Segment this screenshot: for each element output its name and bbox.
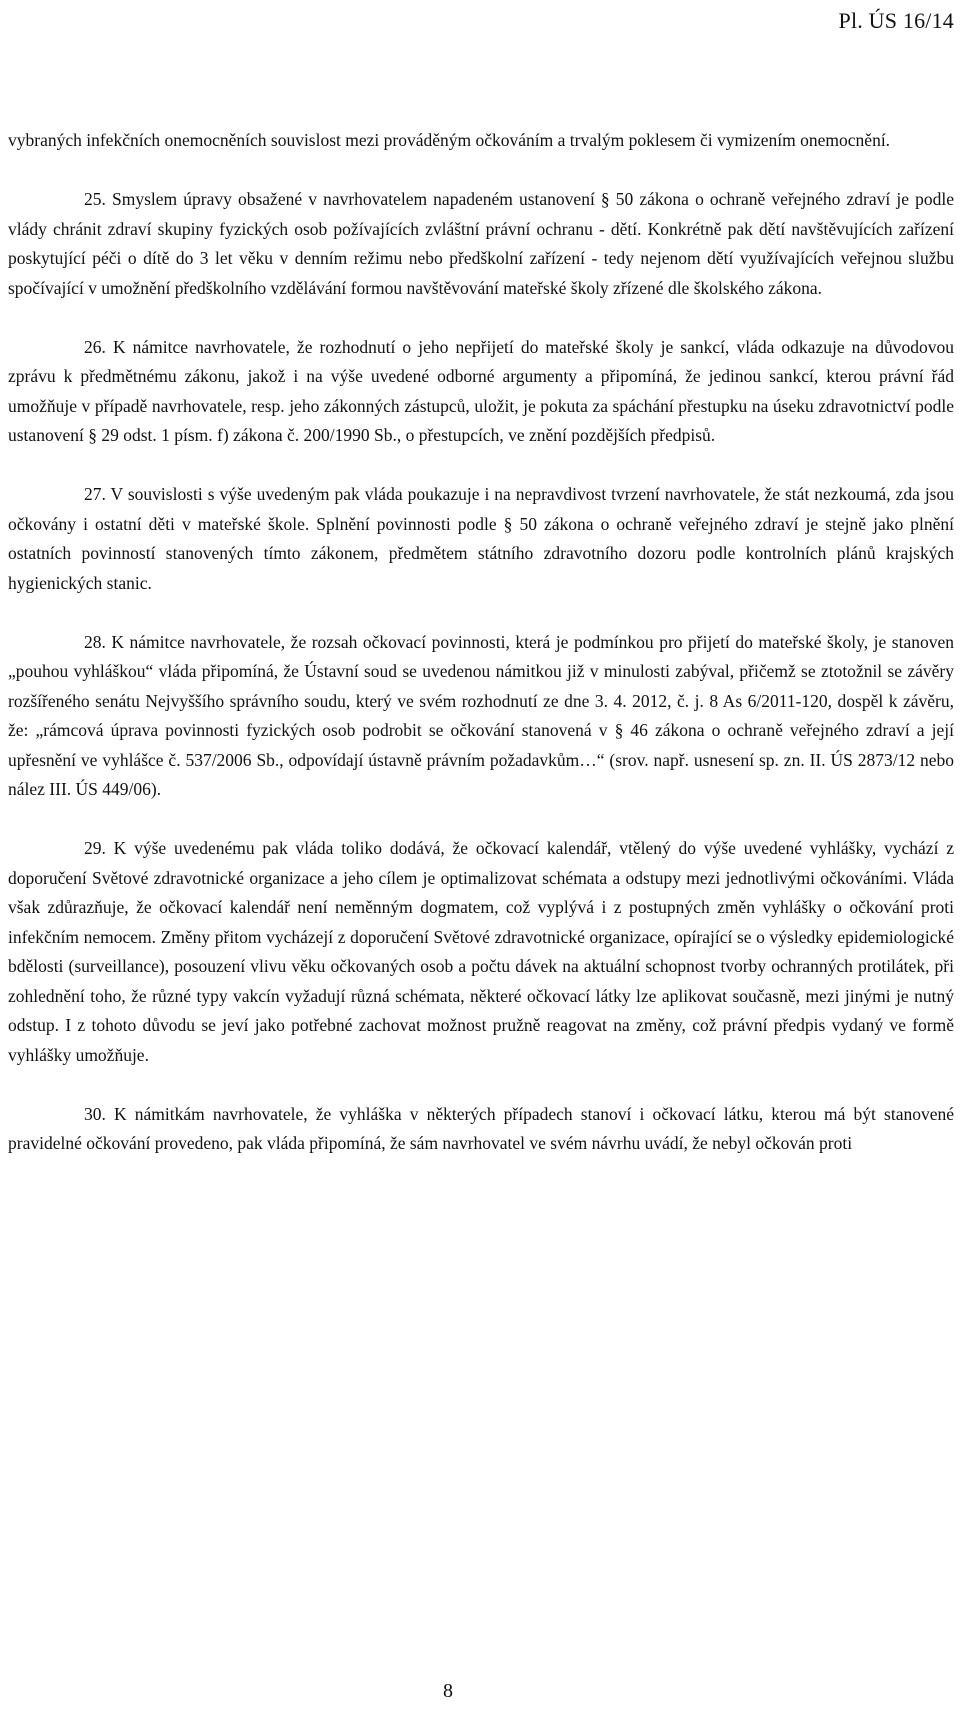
paragraph-number: 29. [84, 838, 106, 858]
paragraph-29 [8, 834, 954, 1070]
paragraph-number: 26. [84, 336, 106, 357]
document-body [8, 126, 954, 1159]
paragraph-gap [8, 156, 954, 186]
paragraph-text: K námitce navrhovatele, že rozsah očkovací povinnosti, která je podmínkou pro přijetí do mateřské školy, je stanoven „pouhou vyhláškou“ vláda připomíná, že Ústavní soud se uvedenou námitkou již v minulosti zabýval, přičemž se ztotožnil se závěry rozšířeného senátu Nejvyššího správního soudu, který ve svém rozhodnutí ze dne 3. 4. 2012, č. j. 8 As 6/2011-120, dospěl k závěru, že: „rámcová úprava povinnosti fyzických osob podrobit se očkování stanovená v § 46 zákona o ochraně veřejného zdraví a její upřesnění ve vyhlášce č. 537/2006 Sb., odpovídají ústavně právním požadavkům…“ (srov. např. usnesení sp. zn. II. ÚS 2873/12 nebo nález III. ÚS 449/06). [8, 631, 955, 799]
paragraph-continuation [8, 126, 954, 156]
paragraph-text: K námitkám navrhovatele, že vyhláška v některých případech stanoví i očkovací látku, kterou má být stanovené pravidelné očkování provedeno, pak vláda připomíná, že sám navrhovatel ve svém návrhu uvádí, že nebyl očkován proti [8, 1103, 954, 1153]
paragraph-gap [8, 451, 954, 481]
paragraph-gap [8, 598, 954, 628]
page-number: 8 [443, 1680, 453, 1702]
paragraph-gap [8, 805, 954, 835]
paragraph-27 [8, 480, 954, 598]
paragraph-text: V souvislosti s výše uvedeným pak vláda poukazuje i na nepravdivost tvrzení navrhovatele, že stát nezkoumá, zda jsou očkovány i ostatní děti v mateřské škole. Splnění povinnosti podle § 50 zákona o ochraně veřejného zdraví je stejně jako plnění ostatních povinností stanovených tímto zákonem, předmětem státního zdravotního dozoru podle kontrolních plánů krajských hygienických stanic. [8, 484, 954, 593]
paragraph-text: Smyslem úpravy obsažené v navrhovatelem napadeném ustanovení § 50 zákona o ochraně veřejného zdraví je podle vlády chránit zdraví skupiny fyzických osob požívajících zvláštní právní ochranu - dětí. Konkrétně pak dětí navštěvujících zařízení poskytující péči o dítě do 3 let věku v denním režimu nebo předškolní zařízení - tedy nejenom dětí využívajících veřejnou službu spočívající v umožnění předškolního vzdělávání formou navštěvování mateřské školy zřízené dle školského zákona. [8, 189, 955, 298]
document-reference: Pl. ÚS 16/14 [838, 8, 954, 33]
paragraph-number: 25. [84, 189, 106, 209]
paragraph-26 [8, 333, 954, 451]
paragraph-25 [8, 185, 954, 303]
paragraph-number: 28. [84, 631, 106, 652]
paragraph-gap [8, 1070, 954, 1100]
paragraph-28 [8, 628, 954, 805]
paragraph-gap [8, 303, 954, 333]
paragraph-text: K výše uvedenému pak vláda toliko dodává, že očkovací kalendář, vtělený do výše uvedené vyhlášky, vychází z doporučení Světové zdravotnické organizace a jeho cílem je optimalizovat schémata a odstupy mezi jednotlivými očkováními. Vláda však zdůrazňuje, že očkovací kalendář není neměnným dogmatem, což vyplývá i z postupných změn vyhlášky o očkování proti infekčním nemocem. Změny přitom vycházejí z doporučení Světové zdravotnické organizace, opírající se o výsledky epidemiologické bdělosti (surveillance), posouzení vlivu věku očkovaných osob a počtu dávek na aktuální schopnost tvorby ochranných protilátek, při zohlednění toho, že různé typy vakcín vyžadují různá schémata, některé očkovací látky lze aplikovat současně, mezi jinými je nutný odstup. I z tohoto důvodu se jeví jako potřebné zachovat možnost pružně reagovat na změny, což právní předpis vydaný ve formě vyhlášky umožňuje. [8, 838, 954, 1065]
paragraph-text: K námitce navrhovatele, že rozhodnutí o jeho nepřijetí do mateřské školy je sankcí, vláda odkazuje na důvodovou zprávu k předmětnému zákonu, jakož i na výše uvedené odborné argumenty a připomíná, že jedinou sankcí, kterou právní řád umožňuje v případě navrhovatele, resp. jeho zákonných zástupců, uložit, je pokuta za spáchání přestupku na úseku zdravotnictví podle ustanovení § 29 odst. 1 písm. f) zákona č. 200/1990 Sb., o přestupcích, ve znění pozdějších předpisů. [8, 336, 954, 445]
paragraph-number: 30. [84, 1103, 106, 1124]
paragraph-number: 27. [84, 484, 106, 504]
paragraph-text: vybraných infekčních onemocněních souvislost mezi prováděným očkováním a trvalým poklesem či vymizením onemocnění. [8, 130, 891, 150]
paragraph-30 [8, 1100, 954, 1159]
